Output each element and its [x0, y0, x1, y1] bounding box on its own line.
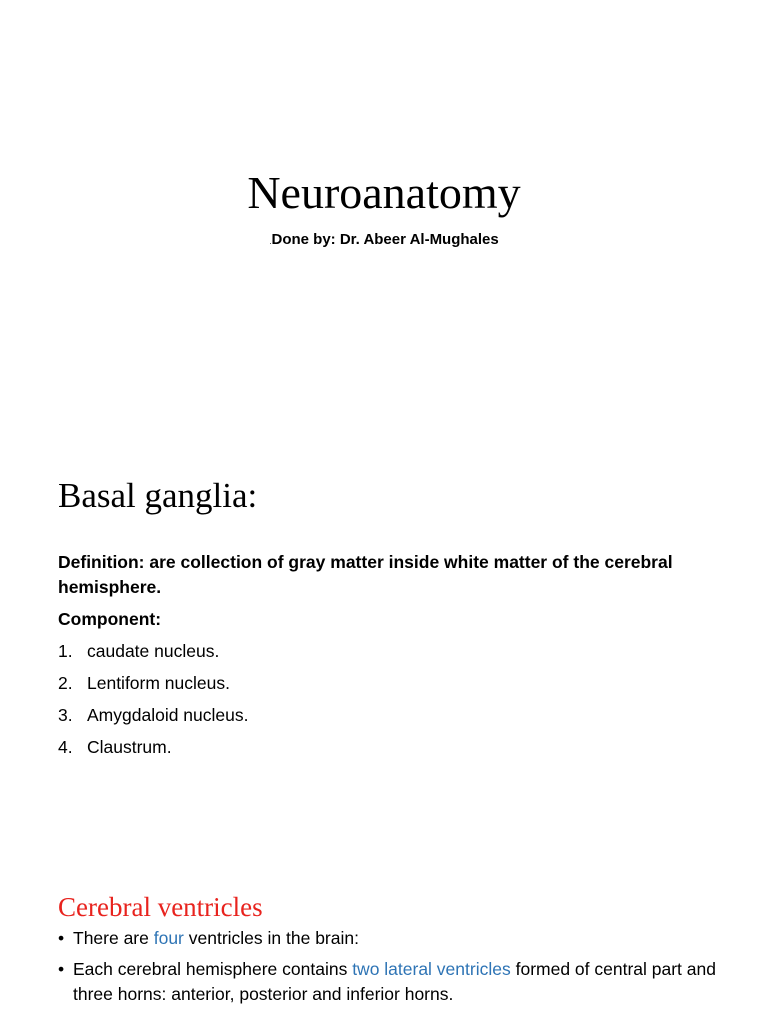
- list-item: [58, 957, 738, 1007]
- list-item: [58, 926, 738, 951]
- list-item-text: Lentiform nucleus.: [87, 673, 230, 693]
- list-number: 1.: [58, 641, 73, 661]
- list-number: 3.: [58, 705, 73, 725]
- list-item-text: Claustrum.: [87, 737, 172, 757]
- bullet-text-end: formed of central part and three horns: anterior, posterior and inferior horns.: [73, 959, 716, 1004]
- bullet-text-start: Each cerebral hemisphere contains: [73, 959, 353, 979]
- basal-ganglia-heading: Basal ganglia:: [58, 476, 258, 515]
- ventricles-heading: Cerebral ventricles: [58, 892, 263, 922]
- list-number: 4.: [58, 737, 73, 757]
- ventricles-bullet-list: [58, 926, 738, 1013]
- highlighted-term: two lateral ventricles: [352, 959, 511, 979]
- bullet-marker: •: [58, 928, 65, 948]
- list-item: [58, 639, 248, 671]
- title-slide: [0, 0, 768, 340]
- page-title: Neuroanatomy: [247, 167, 521, 218]
- subtitle-prefix: .: [269, 237, 272, 246]
- list-number: 2.: [58, 673, 73, 693]
- component-list: [58, 639, 248, 767]
- list-item: [58, 703, 248, 735]
- definition-text: Definition: are collection of gray matter inside white matter of the cerebral hemisphere.: [58, 552, 673, 597]
- list-item-text: Amygdaloid nucleus.: [87, 705, 249, 725]
- author-text: Done by: Dr. Abeer Al-Mughales: [271, 231, 499, 248]
- list-item: [58, 671, 248, 703]
- bullet-text: [73, 926, 359, 951]
- list-item: [58, 735, 248, 767]
- author-line: [0, 229, 768, 253]
- bullet-text-end: ventricles in the brain:: [183, 928, 359, 948]
- bullet-text-start: There are: [73, 928, 154, 948]
- bullet-marker: •: [58, 959, 65, 979]
- bullet-text: [73, 957, 738, 1007]
- cerebral-ventricles-slide: [0, 860, 768, 1024]
- component-label: Component:: [58, 609, 162, 629]
- highlighted-term: four: [153, 928, 184, 948]
- list-item-text: caudate nucleus.: [87, 641, 220, 661]
- basal-ganglia-slide: [0, 340, 768, 860]
